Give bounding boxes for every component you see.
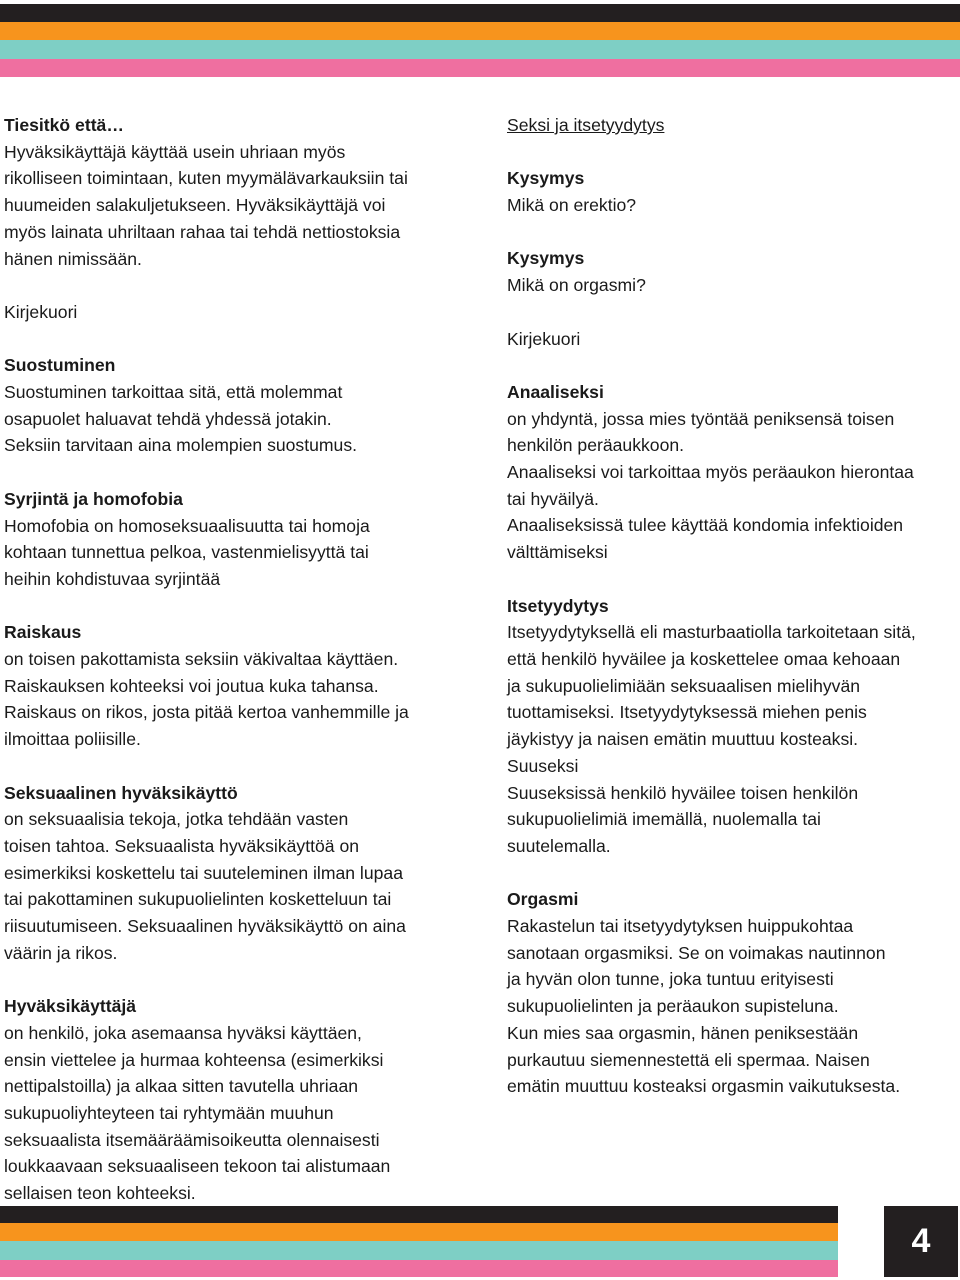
orgasm-section (507, 886, 959, 1100)
section-title: Hyväksikäyttäjä (4, 996, 137, 1017)
text-line: hänen nimissään. (4, 248, 142, 269)
section-title: Seksuaalinen hyväksikäyttö (4, 782, 238, 803)
top-stripe-pink (0, 59, 960, 77)
text-line: Raiskauksen kohteeksi voi joutua kuka tahansa. (4, 675, 379, 696)
text-line: tai hyväilyä. (507, 488, 599, 509)
text-line: Suostuminen tarkoittaa sitä, että molemmat (4, 382, 343, 402)
text-line: toisen tahtoa. Seksuaalista hyväksikäyttöä on (4, 835, 360, 856)
text-line: sellaisen teon kohteeksi. (4, 1183, 196, 1204)
bottom-stripe-teal (0, 1241, 838, 1260)
text-line: välttämiseksi (507, 542, 608, 563)
text-line: väärin ja rikos. (4, 942, 118, 963)
text-line: että henkilö hyväilee ja koskettelee omaa kehoaan (507, 648, 901, 669)
top-stripe-orange (0, 22, 960, 40)
text-line: kohtaan tunnettua pelkoa, vastenmielisyyttä tai (4, 542, 369, 563)
text-line: tuottamiseksi. Itsetyydytyksessä miehen penis (507, 702, 867, 723)
abuser-section (4, 993, 464, 1207)
section-title: Tiesitkö että… (4, 115, 124, 135)
text-line: ensin viettelee ja hurmaa kohteensa (esimerkiksi (4, 1049, 384, 1070)
text-line: Suuseksi (507, 755, 579, 776)
envelope-label-section (4, 299, 464, 326)
text-line: jäykistyy ja naisen emätin muuttuu kosteaksi. (507, 729, 859, 750)
consent-section (4, 352, 464, 459)
topic-heading-section (507, 112, 959, 139)
envelope-label: Kirjekuori (4, 301, 78, 322)
question-orgasm (507, 245, 959, 298)
question-title: Kysymys (507, 248, 585, 269)
right-column (507, 112, 959, 1127)
rape-section (4, 619, 464, 753)
text-line: heihin kohdistuvaa syrjintää (4, 568, 221, 589)
did-you-know-section (4, 112, 464, 272)
bottom-stripe-black (0, 1206, 838, 1223)
anal-sex-section (507, 379, 959, 566)
text-line: rikolliseen toimintaan, kuten myymälävarkauksiin tai (4, 168, 408, 189)
text-line: myös lainata uhriltaan rahaa tai tehdä nettiostoksia (4, 221, 401, 242)
top-stripe-black (0, 4, 960, 22)
page-number: 4 (884, 1206, 958, 1277)
envelope-label: Kirjekuori (507, 328, 581, 349)
sexual-abuse-section (4, 780, 464, 967)
text-line: ilmoittaa poliisille. (4, 729, 141, 750)
top-stripe-teal (0, 40, 960, 59)
text-line: on henkilö, joka asemaansa hyväksi käyttäen, (4, 1022, 362, 1043)
text-line: loukkaavaan seksuaaliseen tekoon tai alistumaan (4, 1156, 391, 1177)
text-line: esimerkiksi koskettelu tai suuteleminen ilman lupaa (4, 862, 403, 883)
text-line: seksuaalista itsemääräämisoikeutta olennaisesti (4, 1129, 380, 1150)
text-line: on yhdyntä, jossa mies työntää peniksensä toisen (507, 408, 895, 429)
section-title: Itsetyydytys (507, 595, 609, 616)
bottom-stripe-orange (0, 1223, 838, 1241)
text-line: Anaaliseksissä tulee käyttää kondomia infektioiden (507, 515, 904, 536)
text-line: ja sukupuolielimiään seksuaalisen mielihyvän (507, 675, 861, 696)
bottom-stripe-pink (0, 1260, 838, 1277)
text-line: emätin muuttuu kosteaksi orgasmin vaikutuksesta. (507, 1076, 901, 1097)
text-line: Itsetyydytyksellä eli masturbaatiolla tarkoitetaan sitä, (507, 622, 916, 643)
section-title: Raiskaus (4, 622, 82, 643)
section-title: Syrjintä ja homofobia (4, 488, 183, 509)
text-line: huumeiden salakuljetukseen. Hyväksikäyttäjä voi (4, 195, 386, 216)
text-line: suutelemalla. (507, 835, 611, 856)
text-line: Suuseksissä henkilö hyväilee toisen henkilön (507, 782, 859, 803)
text-line: henkilön peräaukkoon. (507, 435, 685, 456)
section-title: Suostuminen (4, 355, 116, 376)
left-column (4, 112, 464, 1233)
section-title: Anaaliseksi (507, 381, 604, 402)
masturbation-section (507, 593, 959, 860)
text-line: nettipalstoilla) ja alkaa sitten tavutella uhriaan (4, 1076, 359, 1097)
text-line: Seksiin tarvitaan aina molempien suostumus. (4, 435, 358, 456)
question-text: Mikä on erektio? (507, 195, 637, 216)
text-line: ja hyvän olon tunne, joka tuntuu erityisesti (507, 969, 834, 990)
text-line: Rakastelun tai itsetyydytyksen huippukohtaa (507, 916, 854, 936)
text-line: riisuutumiseen. Seksuaalinen hyväksikäyttö on aina (4, 916, 406, 937)
text-line: purkautuu siemennestettä eli spermaa. Naisen (507, 1049, 870, 1070)
text-line: Hyväksikäyttäjä käyttää usein uhriaan myös (4, 141, 346, 162)
section-title: Orgasmi (507, 889, 579, 910)
text-line: Raiskaus on rikos, josta pitää kertoa vanhemmille ja (4, 702, 409, 723)
text-line: sukupuoliyhteyteen tai ryhtymään muuhun (4, 1102, 334, 1123)
text-line: Anaaliseksi voi tarkoittaa myös peräaukon hierontaa (507, 462, 914, 483)
text-line: Homofobia on homoseksuaalisuutta tai homoja (4, 515, 370, 536)
text-line: on seksuaalisia tekoja, jotka tehdään vasten (4, 809, 349, 830)
question-erection (507, 165, 959, 218)
discrimination-section (4, 486, 464, 593)
text-line: tai pakottaminen sukupuolielinten kosketteluun tai (4, 889, 392, 910)
envelope-label-section (507, 326, 959, 353)
text-line: sukupuolielimiä imemällä, nuolemalla tai (507, 809, 821, 830)
text-line: sanotaan orgasmiksi. Se on voimakas nautinnon (507, 942, 886, 963)
text-line: sukupuolielinten ja peräaukon supisteluna. (507, 996, 839, 1017)
text-line: Kun mies saa orgasmin, hänen peniksestään (507, 1022, 859, 1043)
question-text: Mikä on orgasmi? (507, 275, 646, 296)
question-title: Kysymys (507, 168, 585, 189)
text-line: on toisen pakottamista seksiin väkivaltaa käyttäen. (4, 649, 399, 669)
topic-heading: Seksi ja itsetyydytys (507, 115, 665, 135)
text-line: osapuolet haluavat tehdä yhdessä jotakin. (4, 408, 332, 429)
